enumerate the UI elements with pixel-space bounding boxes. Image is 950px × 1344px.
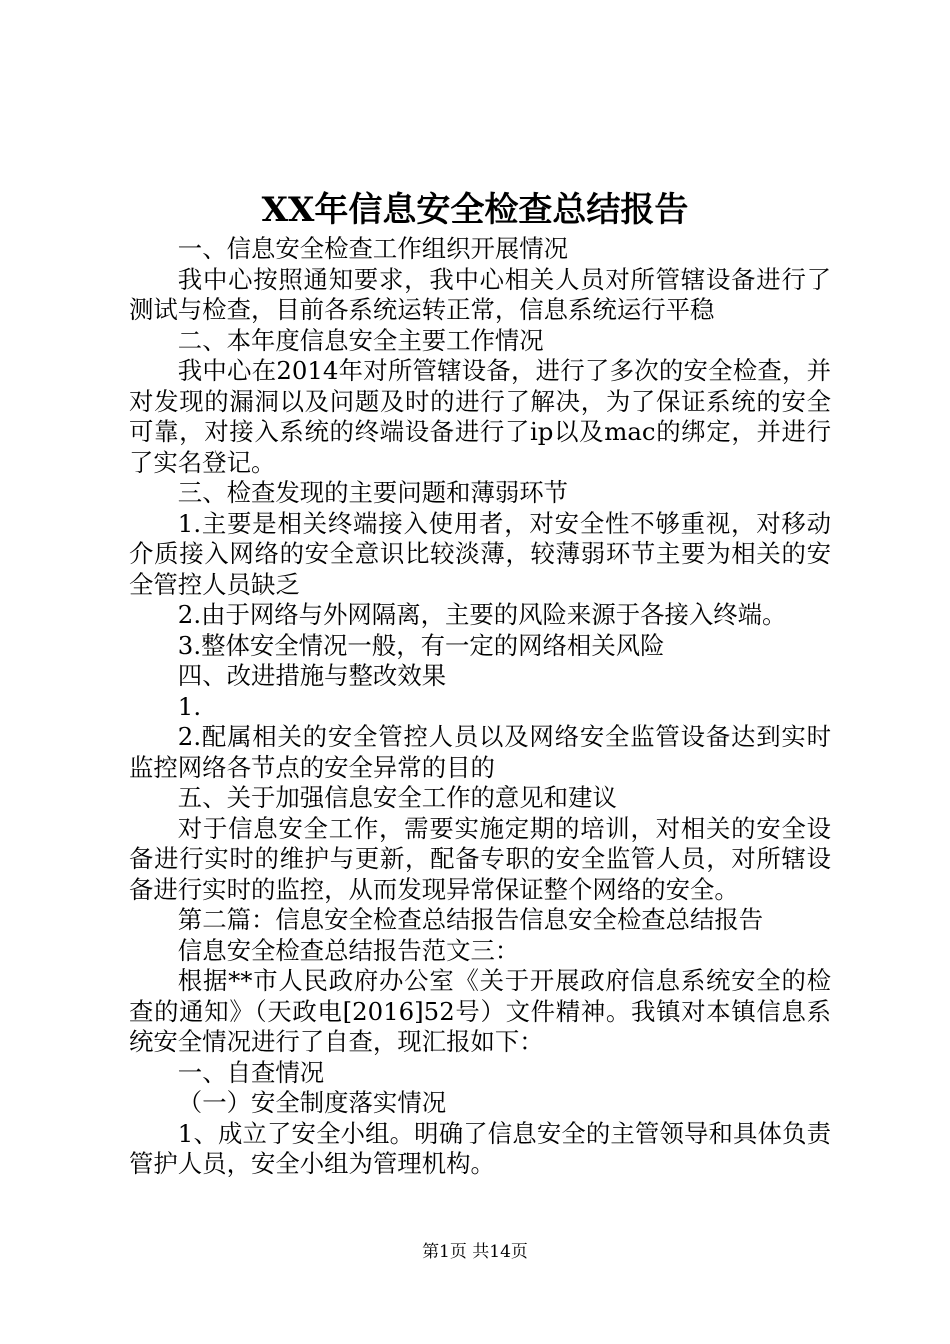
list-item: 2.配属相关的安全管控人员以及网络安全监管设备达到实时监控网络各节点的安全异常的目的 — [129, 722, 831, 782]
paragraph: 根据**市人民政府办公室《关于开展政府信息系统安全的检查的通知》（天政电[2016]52号）文件精神。我镇对本镇信息系统安全情况进行了自查，现汇报如下： — [129, 966, 831, 1056]
list-item: 1. — [177, 691, 202, 721]
section-heading-2: 二、本年度信息安全主要工作情况 — [177, 325, 544, 355]
paragraph: 我中心在2014年对所管辖设备，进行了多次的安全检查，并对发现的漏洞以及问题及时的进行了解决，为了保证系统的安全可靠，对接入系统的终端设备进行了ip以及mac的绑定，并进行了实名登记。 — [129, 356, 831, 477]
list-item: 1、成立了安全小组。明确了信息安全的主管领导和具体负责管护人员，安全小组为管理机构。 — [129, 1118, 831, 1178]
list-item: 3.整体安全情况一般，有一定的网络相关风险 — [177, 630, 665, 660]
document-title: XX年信息安全检查总结报告 — [261, 190, 689, 230]
section-heading-4: 四、改进措施与整改效果 — [177, 661, 447, 690]
part-two-heading: 第二篇：信息安全检查总结报告信息安全检查总结报告 — [177, 905, 764, 934]
sample-heading: 信息安全检查总结报告范文三： — [177, 935, 520, 965]
section-heading-1: 一、信息安全检查工作组织开展情况 — [177, 234, 569, 263]
subsection-heading: （一）安全制度落实情况 — [177, 1088, 447, 1117]
paragraph: 我中心按照通知要求，我中心相关人员对所管辖设备进行了测试与检查，目前各系统运转正常，信息系统运行平稳 — [129, 264, 831, 324]
list-item: 2.由于网络与外网隔离，主要的风险来源于各接入终端。 — [177, 600, 787, 629]
section-heading-self-check: 一、自查情况 — [177, 1057, 325, 1087]
page-number-footer: 第1页 共14页 — [422, 1242, 528, 1262]
paragraph: 对于信息安全工作，需要实施定期的培训，对相关的安全设备进行实时的维护与更新，配备专职的安全监管人员，对所辖设备进行实时的监控，从而发现异常保证整个网络的安全。 — [129, 813, 831, 904]
section-heading-5: 五、关于加强信息安全工作的意见和建议 — [177, 783, 617, 812]
list-item: 1.主要是相关终端接入使用者，对安全性不够重视，对移动介质接入网络的安全意识比较淡薄，较薄弱环节主要为相关的安全管控人员缺乏 — [129, 508, 831, 599]
document-body — [129, 234, 831, 1180]
section-heading-3: 三、检查发现的主要问题和薄弱环节 — [177, 478, 569, 507]
